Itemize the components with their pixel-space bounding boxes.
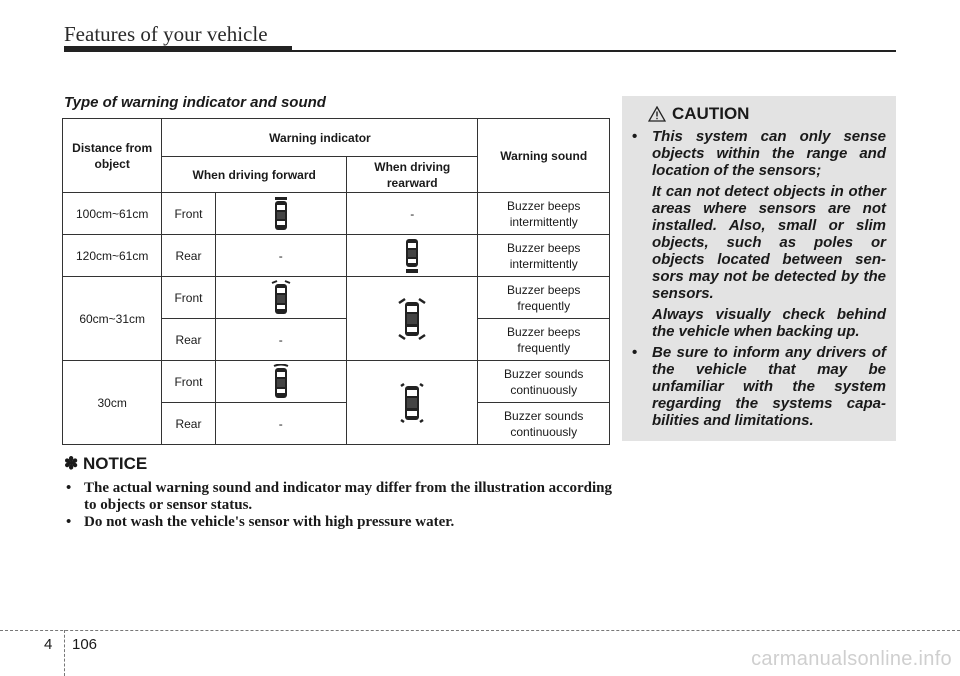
page-number: 106	[72, 636, 98, 653]
direction-cell: Rear	[162, 235, 215, 277]
forward-cell: -	[215, 403, 346, 445]
sound-cell: Buzzer beeps frequently	[478, 319, 610, 361]
forward-cell: -	[215, 235, 346, 277]
table-row	[63, 193, 610, 235]
caution-header	[648, 104, 749, 124]
footer-rule	[0, 630, 960, 631]
direction-cell: Rear	[162, 319, 215, 361]
car-rear-warning-icon	[347, 235, 478, 277]
notice-list	[64, 480, 612, 531]
direction-cell: Front	[162, 361, 215, 403]
forward-cell: -	[215, 319, 346, 361]
notice-title	[64, 454, 147, 474]
header-distance: Distance from object	[63, 119, 162, 193]
warning-triangle-icon	[648, 106, 666, 122]
header-driving-forward: When driving forward	[162, 157, 347, 193]
car-front-close-warning-icon	[215, 361, 346, 403]
table-row	[63, 235, 610, 277]
distance-cell: 120cm~61cm	[63, 235, 162, 277]
header-driving-rearward: When driving rearward	[347, 157, 478, 193]
sound-cell: Buzzer sounds continuously	[478, 403, 610, 445]
direction-cell: Front	[162, 277, 215, 319]
caution-paragraph: It can not detect objects in other areas where sensors are not installed. Also, small or slim objects, such as poles or objects located between sen-sors may not be detected by the sensors.	[652, 183, 886, 302]
caution-box	[622, 96, 896, 441]
caution-paragraph: Always visually check behind the vehicle when backing up.	[652, 306, 886, 340]
rearward-cell: -	[347, 193, 478, 235]
sound-cell: Buzzer beeps intermittently	[478, 235, 610, 277]
warning-table	[62, 118, 610, 445]
car-all-corners-warning-icon	[347, 277, 478, 361]
page-header-title: Features of your vehicle	[64, 22, 268, 46]
car-front-warning-icon	[215, 193, 346, 235]
notice-item: • Do not wash the vehicle's sensor with high pressure water.	[64, 514, 612, 531]
caution-list	[630, 128, 886, 433]
sound-cell: Buzzer beeps intermittently	[478, 193, 610, 235]
table-row	[63, 361, 610, 403]
distance-cell: 30cm	[63, 361, 162, 445]
direction-cell: Front	[162, 193, 215, 235]
notice-symbol-icon: ✽	[64, 454, 79, 473]
direction-cell: Rear	[162, 403, 215, 445]
car-all-corners-close-warning-icon	[347, 361, 478, 445]
table-row	[63, 277, 610, 319]
sound-cell: Buzzer sounds continuously	[478, 361, 610, 403]
distance-cell: 100cm~61cm	[63, 193, 162, 235]
footer-divider	[64, 630, 65, 676]
watermark: carmanualsonline.info	[751, 648, 952, 670]
header-warning-indicator: Warning indicator	[162, 119, 478, 157]
car-front-corner-warning-icon	[215, 277, 346, 319]
caution-paragraph: • Be sure to inform any drivers of the vehicle that may be unfamiliar with the system regarding the systems capa-bilities and limitations.	[652, 344, 886, 429]
chapter-number: 4	[44, 636, 53, 653]
header-warning-sound: Warning sound	[478, 119, 610, 193]
notice-item: • The actual warning sound and indicator may differ from the illustration according to objects or sensor status.	[64, 480, 612, 514]
notice-title-text: NOTICE	[82, 454, 148, 473]
header-rule-thick	[64, 46, 292, 52]
section-title: Type of warning indicator and sound	[64, 94, 326, 111]
caution-item	[630, 128, 886, 340]
caution-item	[630, 344, 886, 429]
sound-cell: Buzzer beeps frequently	[478, 277, 610, 319]
caution-paragraph: • This system can only sense objects within the range and location of the sensors;	[652, 128, 886, 179]
header-rule-thin	[292, 50, 896, 52]
caution-title: CAUTION	[672, 104, 750, 123]
distance-cell: 60cm~31cm	[63, 277, 162, 361]
